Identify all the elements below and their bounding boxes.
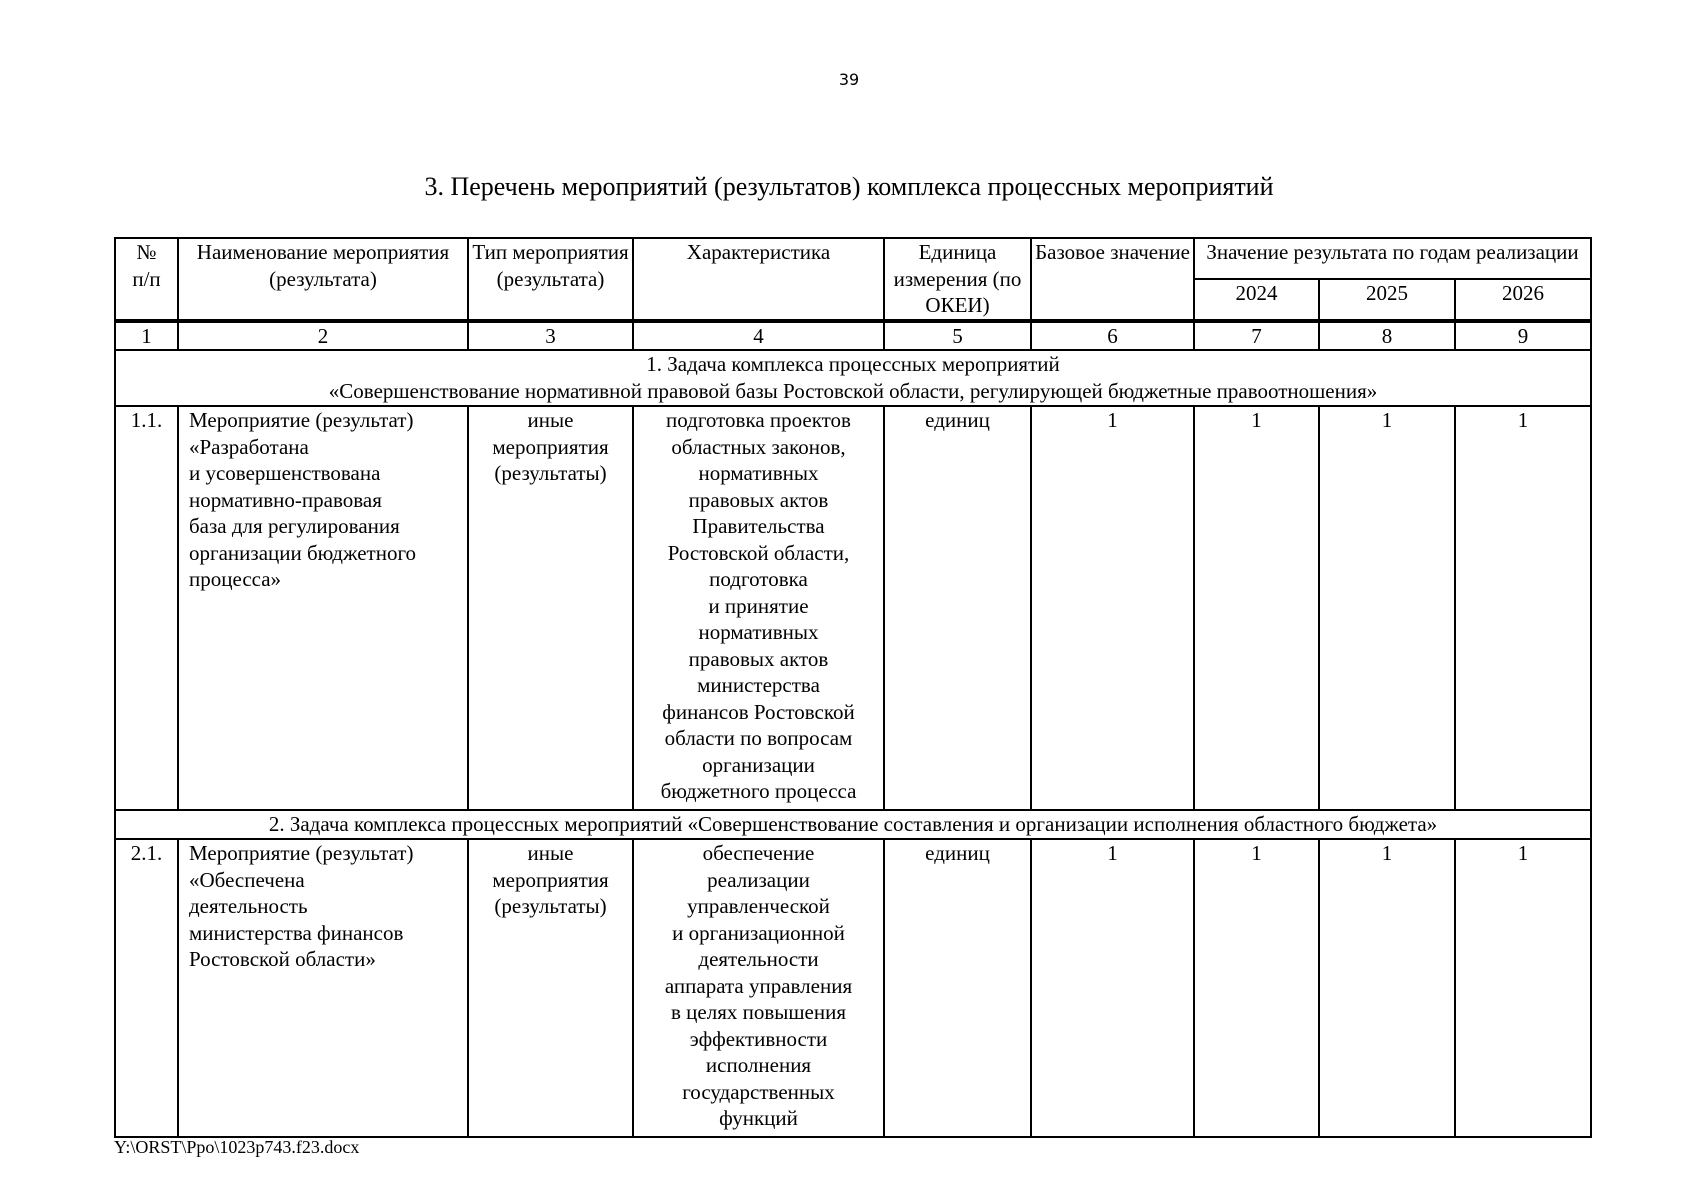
column-number: 2: [178, 321, 468, 351]
section-row: [115, 810, 1591, 839]
column-number-row: [115, 321, 1591, 351]
page-number: 39: [838, 70, 860, 89]
row-value-2025: 1: [1319, 406, 1455, 810]
row-unit: единиц: [884, 406, 1031, 810]
row-value-2025: 1: [1319, 839, 1455, 1137]
header-year-2024: 2024: [1194, 279, 1319, 321]
column-number: 4: [633, 321, 884, 351]
header-year-2026: 2026: [1455, 279, 1591, 321]
row-value-2024: 1: [1194, 839, 1319, 1137]
row-type: иные мероприятия (результаты): [468, 839, 633, 1137]
column-number: 9: [1455, 321, 1591, 351]
column-number: 6: [1031, 321, 1194, 351]
section-title: 2. Задача комплекса процессных мероприятий «Совершенствование составления и организации исполнения областного бюджета»: [115, 810, 1591, 839]
column-number: 1: [115, 321, 178, 351]
document-title: 3. Перечень мероприятий (результатов) комплекса процессных мероприятий: [424, 172, 1274, 201]
section-title: 1. Задача комплекса процессных мероприятий «Совершенствование нормативной правовой базы Ростовской области, регулирующей бюджетные правоотношения»: [115, 350, 1591, 406]
header-characteristic: Характеристика: [633, 238, 884, 321]
file-path-footer: Y:\ORST\Ppo\1023p743.f23.docx: [114, 1137, 360, 1157]
header-row: [115, 238, 1591, 279]
header-unit: Единица измерения (по ОКЕИ): [884, 238, 1031, 321]
column-number: 3: [468, 321, 633, 351]
header-name: Наименование мероприятия (результата): [178, 238, 468, 321]
row-characteristic: обеспечение реализации управленческой и организационной деятельности аппарата управления в целях повышения эффективности исполнения государственных функций: [633, 839, 884, 1137]
header-type: Тип мероприятия (результата): [468, 238, 633, 321]
row-num: 1.1.: [115, 406, 178, 810]
table-row: [115, 406, 1591, 810]
column-number: 8: [1319, 321, 1455, 351]
row-value-2024: 1: [1194, 406, 1319, 810]
row-base-value: 1: [1031, 839, 1194, 1137]
row-num: 2.1.: [115, 839, 178, 1137]
row-value-2026: 1: [1455, 406, 1591, 810]
row-value-2026: 1: [1455, 839, 1591, 1137]
row-characteristic: подготовка проектов областных законов, нормативных правовых актов Правительства Ростовской области, подготовка и принятие нормативных правовых актов министерства финансов Ростовской области по вопросам организации бюджетного процесса: [633, 406, 884, 810]
row-unit: единиц: [884, 839, 1031, 1137]
row-type: иные мероприятия (результаты): [468, 406, 633, 810]
column-number: 7: [1194, 321, 1319, 351]
header-year-2025: 2025: [1319, 279, 1455, 321]
header-base-value: Базовое значение: [1031, 238, 1194, 321]
header-values-by-year: Значение результата по годам реализации: [1194, 238, 1591, 279]
results-table: [114, 237, 1592, 1138]
column-number: 5: [884, 321, 1031, 351]
table-row: [115, 839, 1591, 1137]
section-row: [115, 350, 1591, 406]
row-name: Мероприятие (результат) «Разработана и усовершенствована нормативно-правовая база для регулирования организации бюджетного процесса»: [178, 406, 468, 810]
row-base-value: 1: [1031, 406, 1194, 810]
row-name: Мероприятие (результат) «Обеспечена деятельность министерства финансов Ростовской области»: [178, 839, 468, 1137]
header-num: № п/п: [115, 238, 178, 321]
